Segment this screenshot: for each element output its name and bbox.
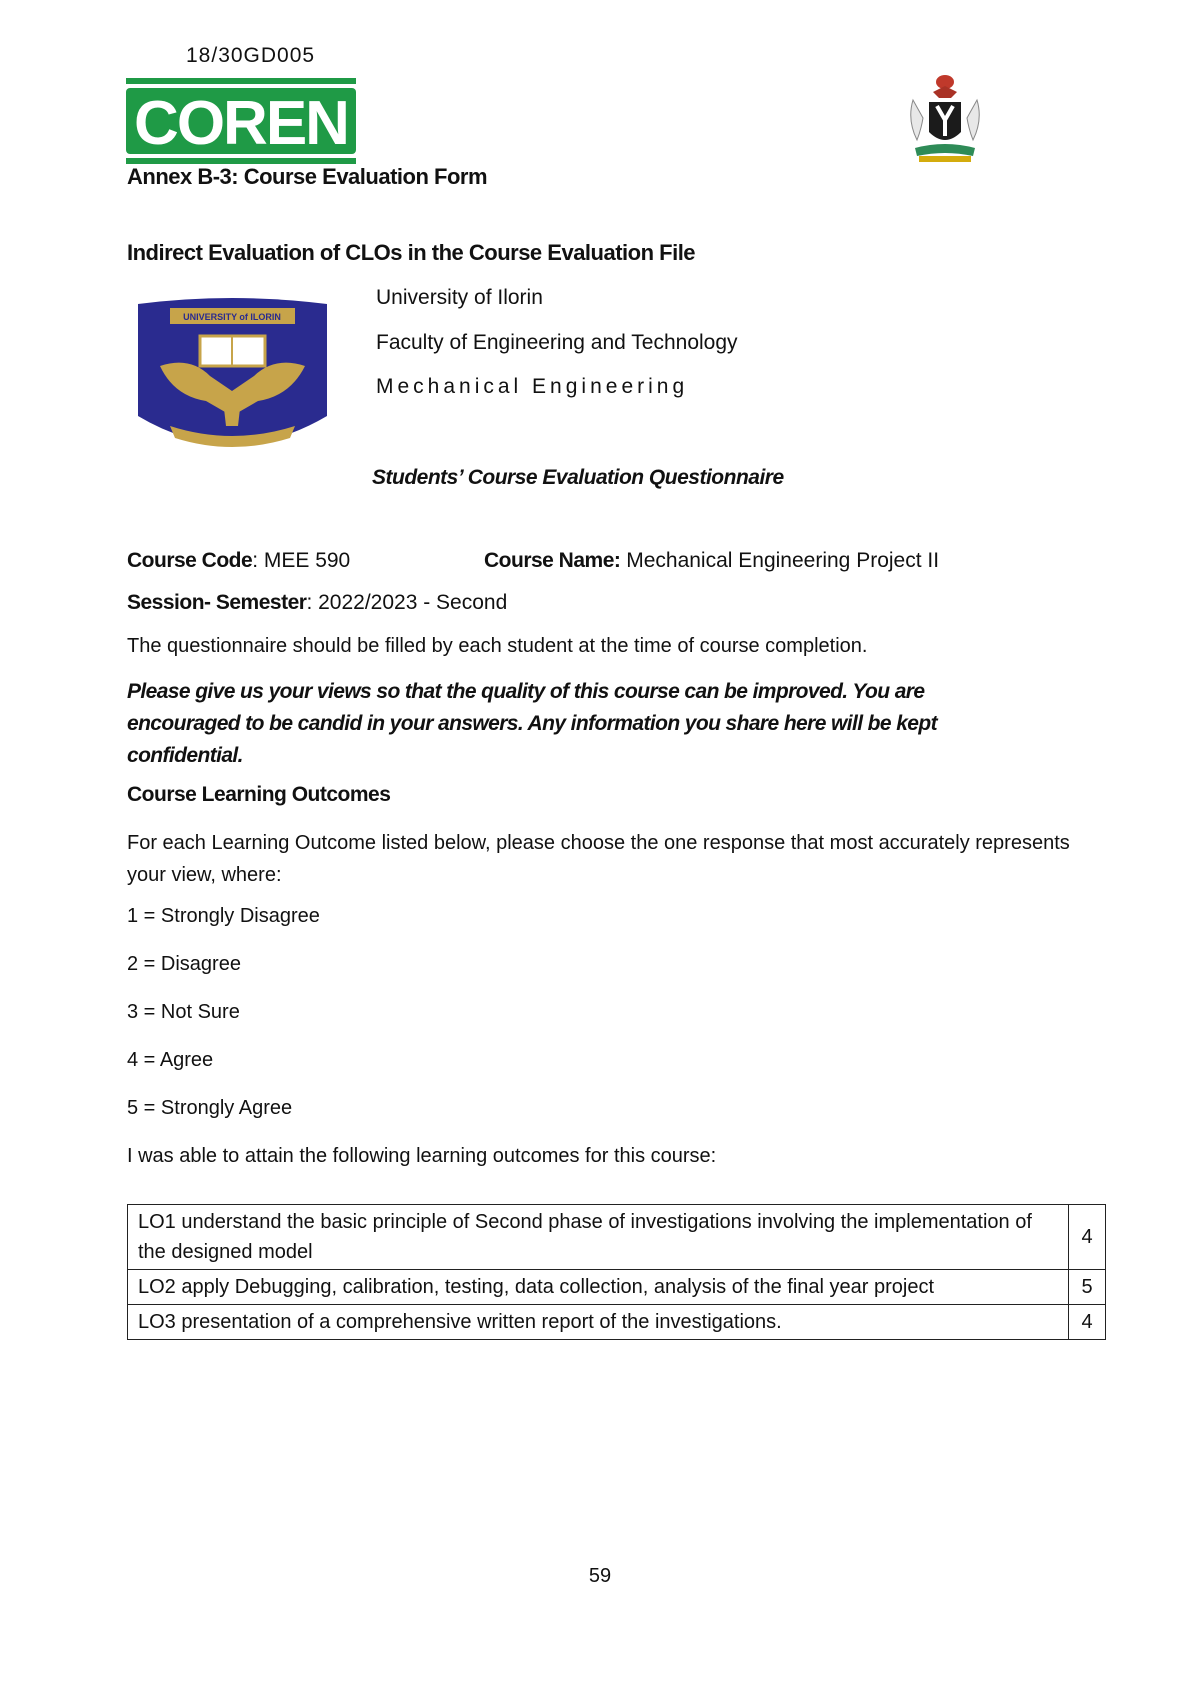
coren-logo xyxy=(126,78,356,166)
coren-logo-text: COREN xyxy=(134,89,348,158)
lo-score: 4 xyxy=(1069,1205,1106,1270)
section-title: Indirect Evaluation of CLOs in the Course Evaluation File xyxy=(127,240,696,265)
session-label: Session- Semester xyxy=(127,591,307,614)
page-number: 59 xyxy=(588,1565,612,1587)
annex-title: Annex B-3: Course Evaluation Form xyxy=(127,164,488,189)
table-row xyxy=(128,1205,1106,1270)
lo-text: LO1 understand the basic principle of Second phase of investigations involving the implementation of the designed model xyxy=(128,1205,1069,1270)
faculty-name: Faculty of Engineering and Technology xyxy=(376,331,738,354)
course-name-value: Mechanical Engineering Project II xyxy=(620,549,940,572)
instruction-text: The questionnaire should be filled by each student at the time of course completion. xyxy=(127,635,868,657)
learning-outcomes-table xyxy=(127,1204,1106,1340)
course-code-label: Course Code xyxy=(127,549,253,572)
session-value: : 2022/2023 - Second xyxy=(306,591,508,614)
attain-statement: I was able to attain the following learning outcomes for this course: xyxy=(127,1145,717,1167)
scale-intro: For each Learning Outcome listed below, please choose the one response that most accurately represents your view, where: xyxy=(127,832,1070,886)
lo-text: LO2 apply Debugging, calibration, testing, data collection, analysis of the final year project xyxy=(128,1270,1069,1305)
rating-scale xyxy=(127,905,320,1145)
unilorin-logo xyxy=(130,296,335,461)
university-name: University of Ilorin xyxy=(376,286,543,309)
nigeria-coat-of-arms-icon xyxy=(893,70,997,166)
scale-item: 2 = Disagree xyxy=(127,953,241,975)
course-code-value: : MEE 590 xyxy=(252,549,351,572)
lo-score: 4 xyxy=(1069,1305,1106,1340)
course-name xyxy=(484,549,939,573)
lo-score: 5 xyxy=(1069,1270,1106,1305)
table-row xyxy=(128,1270,1106,1305)
department-name: Mechanical Engineering xyxy=(376,375,689,398)
clo-heading: Course Learning Outcomes xyxy=(127,783,391,806)
document-id: 18/30GD005 xyxy=(186,44,316,67)
unilorin-banner-text: UNIVERSITY of ILORIN xyxy=(183,312,281,322)
course-name-label: Course Name: xyxy=(484,549,621,572)
scale-item: 4 = Agree xyxy=(127,1049,214,1071)
scale-item: 3 = Not Sure xyxy=(127,1001,240,1023)
confidentiality-notice: Please give us your views so that the quality of this course can be improved. You are encouraged to be candid in your answers. Any information you share here will be kept confidential. xyxy=(127,680,938,767)
table-row xyxy=(128,1305,1106,1340)
lo-text: LO3 presentation of a comprehensive written report of the investigations. xyxy=(128,1305,1069,1340)
scale-item: 5 = Strongly Agree xyxy=(127,1097,293,1119)
scale-item: 1 = Strongly Disagree xyxy=(127,905,320,927)
questionnaire-title: Students’ Course Evaluation Questionnaire xyxy=(372,466,784,489)
session-semester xyxy=(127,591,507,615)
course-code xyxy=(127,549,350,573)
